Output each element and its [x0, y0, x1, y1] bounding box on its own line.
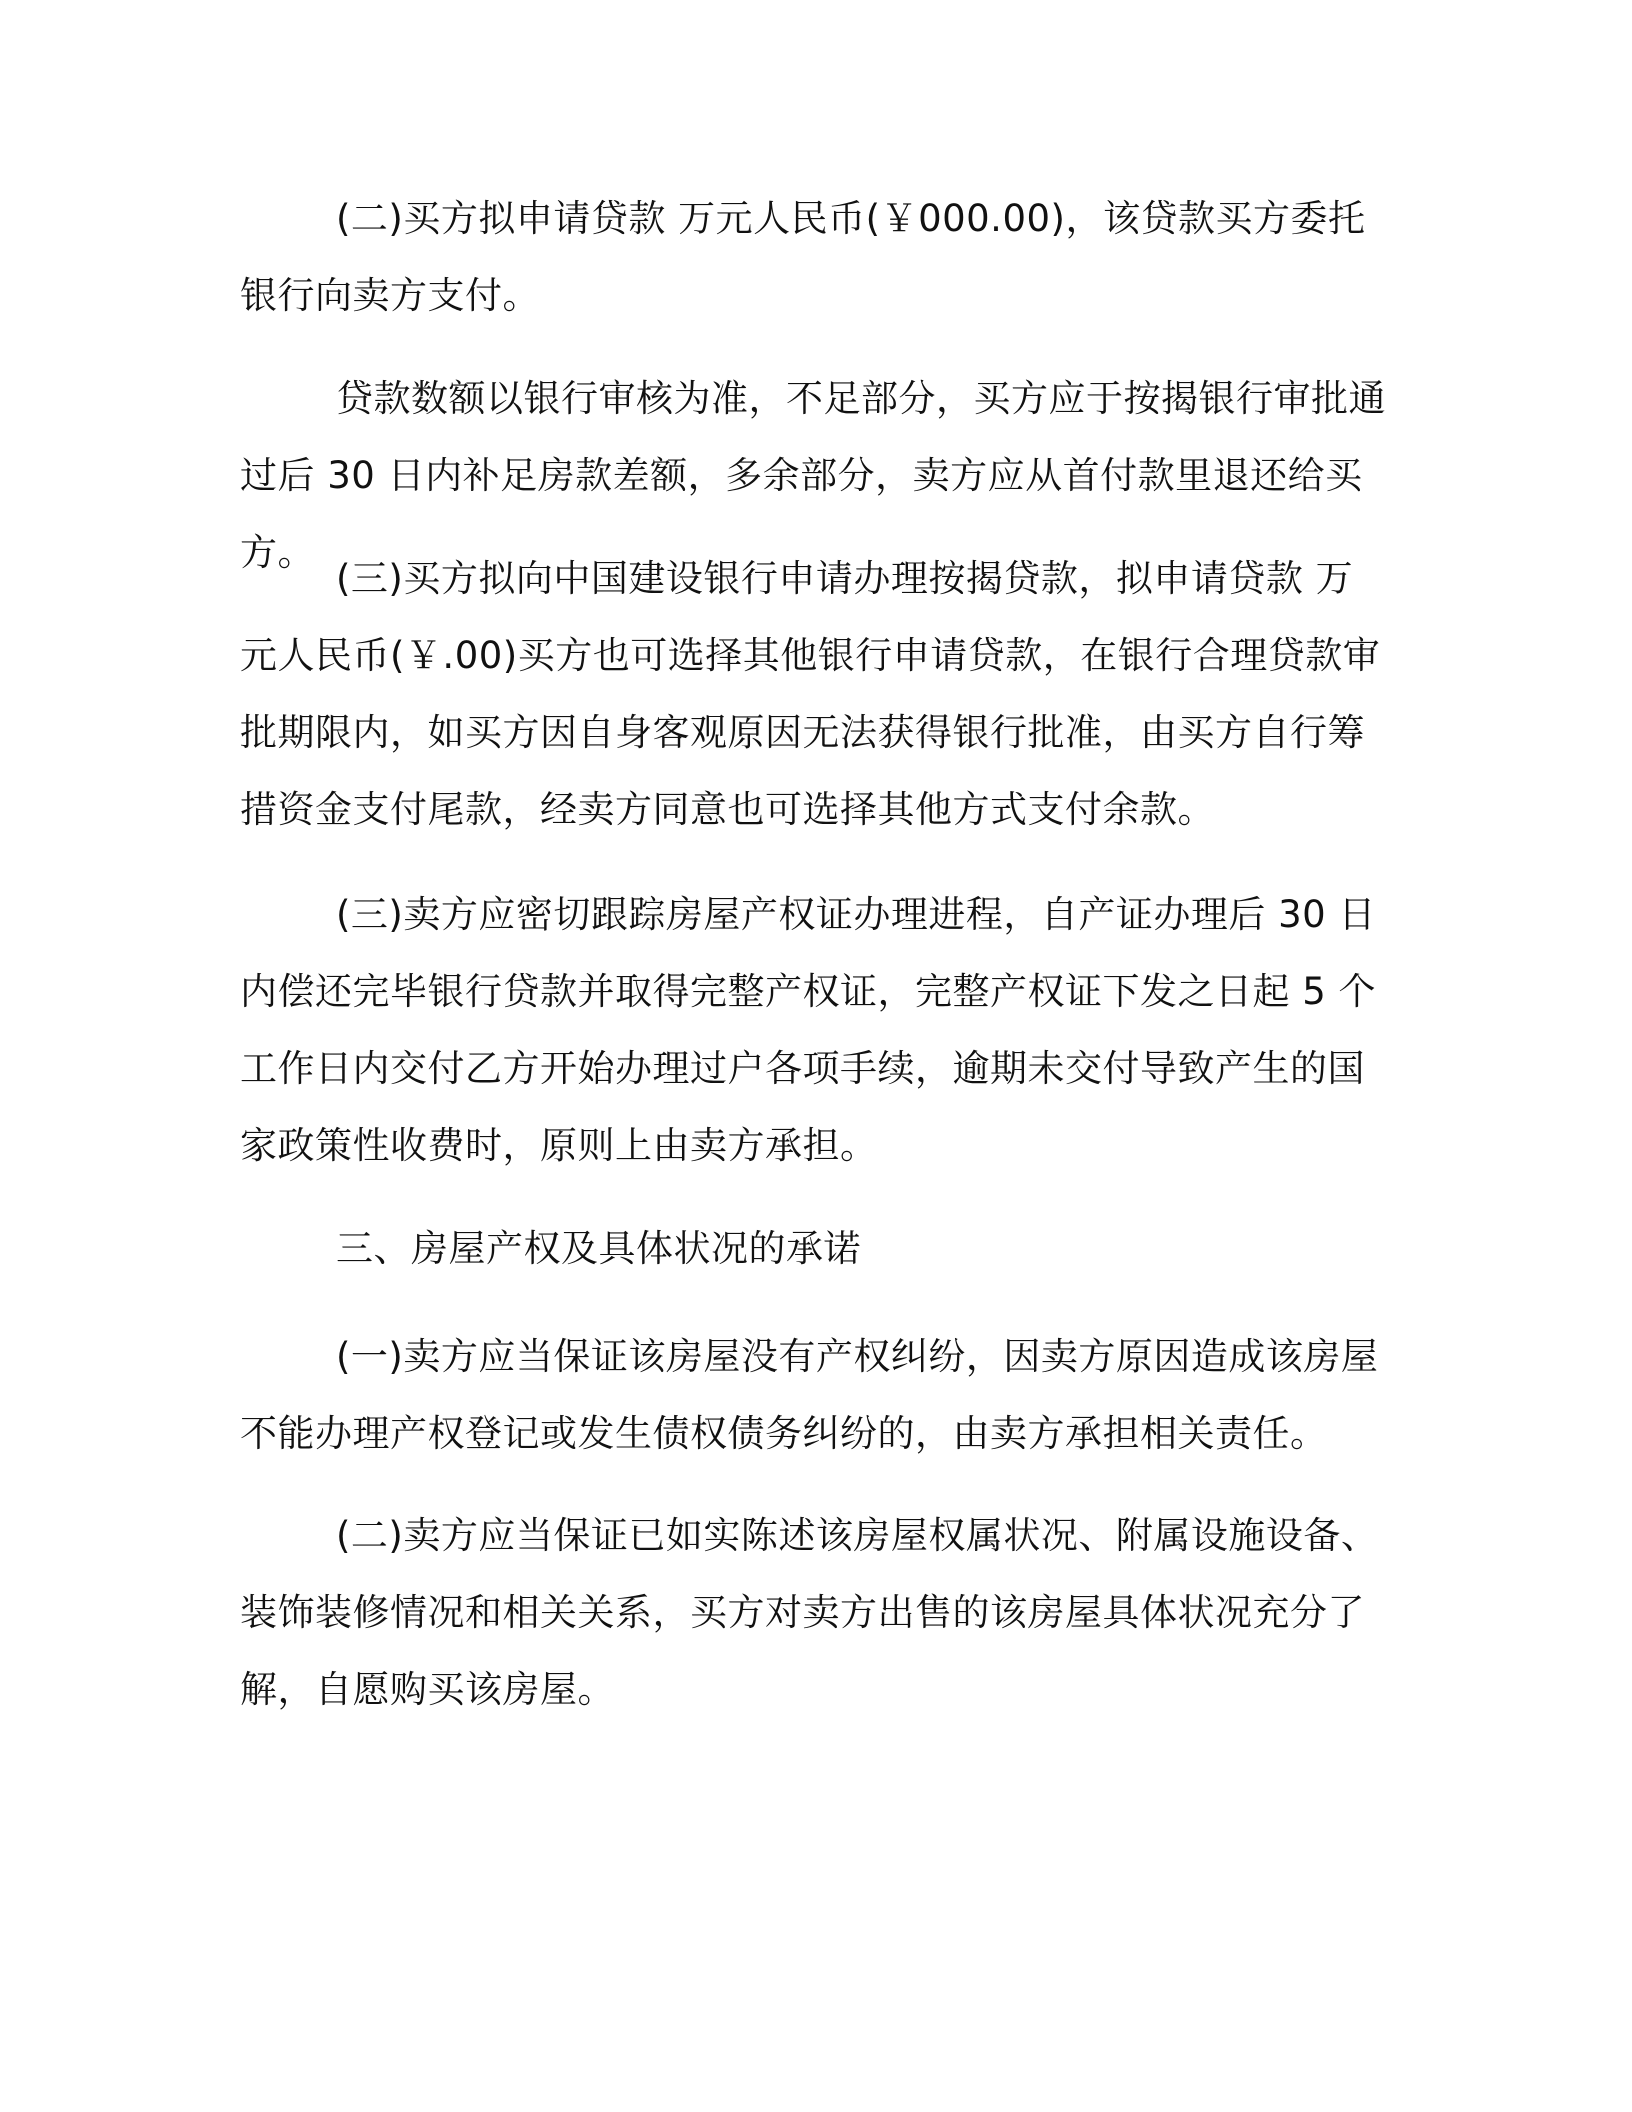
paragraph-property-certificate: (三)卖方应密切跟踪房屋产权证办理进程，自产证办理后 30 日内偿还完毕银行贷款并取得完整产权证，完整产权证下发之日起 5 个工作日内交付乙方开始办理过户各项手续，逾期未交付导致产生的国家政策性收费时，原则上由卖方承担。	[240, 893, 1377, 1167]
paragraph-mortgage-application: (三)买方拟向中国建设银行申请办理按揭贷款，拟申请贷款 万元人民币(￥.00)买方也可选择其他银行申请贷款，在银行合理贷款审批期限内，如买方因自身客观原因无法获得银行批准，由买方自行筹措资金支付尾款，经卖方同意也可选择其他方式支付余款。	[240, 557, 1381, 831]
paragraph-loan-amount: (二)买方拟申请贷款 万元人民币(￥000.00)，该贷款买方委托银行向卖方支付。	[240, 197, 1366, 317]
paragraph-no-disputes: (一)卖方应当保证该房屋没有产权纠纷，因卖方原因造成该房屋不能办理产权登记或发生债权债务纠纷的，由卖方承担相关责任。	[240, 1335, 1379, 1455]
section-heading-ownership-commitment: 三、房屋产权及具体状况的承诺	[336, 1227, 861, 1270]
paragraph-disclosure: (二)卖方应当保证已如实陈述该房屋权属状况、附属设施设备、装饰装修情况和相关关系，买方对卖方出售的该房屋具体状况充分了解，自愿购买该房屋。	[240, 1514, 1379, 1711]
paragraph-loan-adjustment: 贷款数额以银行审核为准，不足部分，买方应于按揭银行审批通过后 30 日内补足房款差额，多余部分，卖方应从首付款里退还给买方。	[240, 377, 1386, 574]
